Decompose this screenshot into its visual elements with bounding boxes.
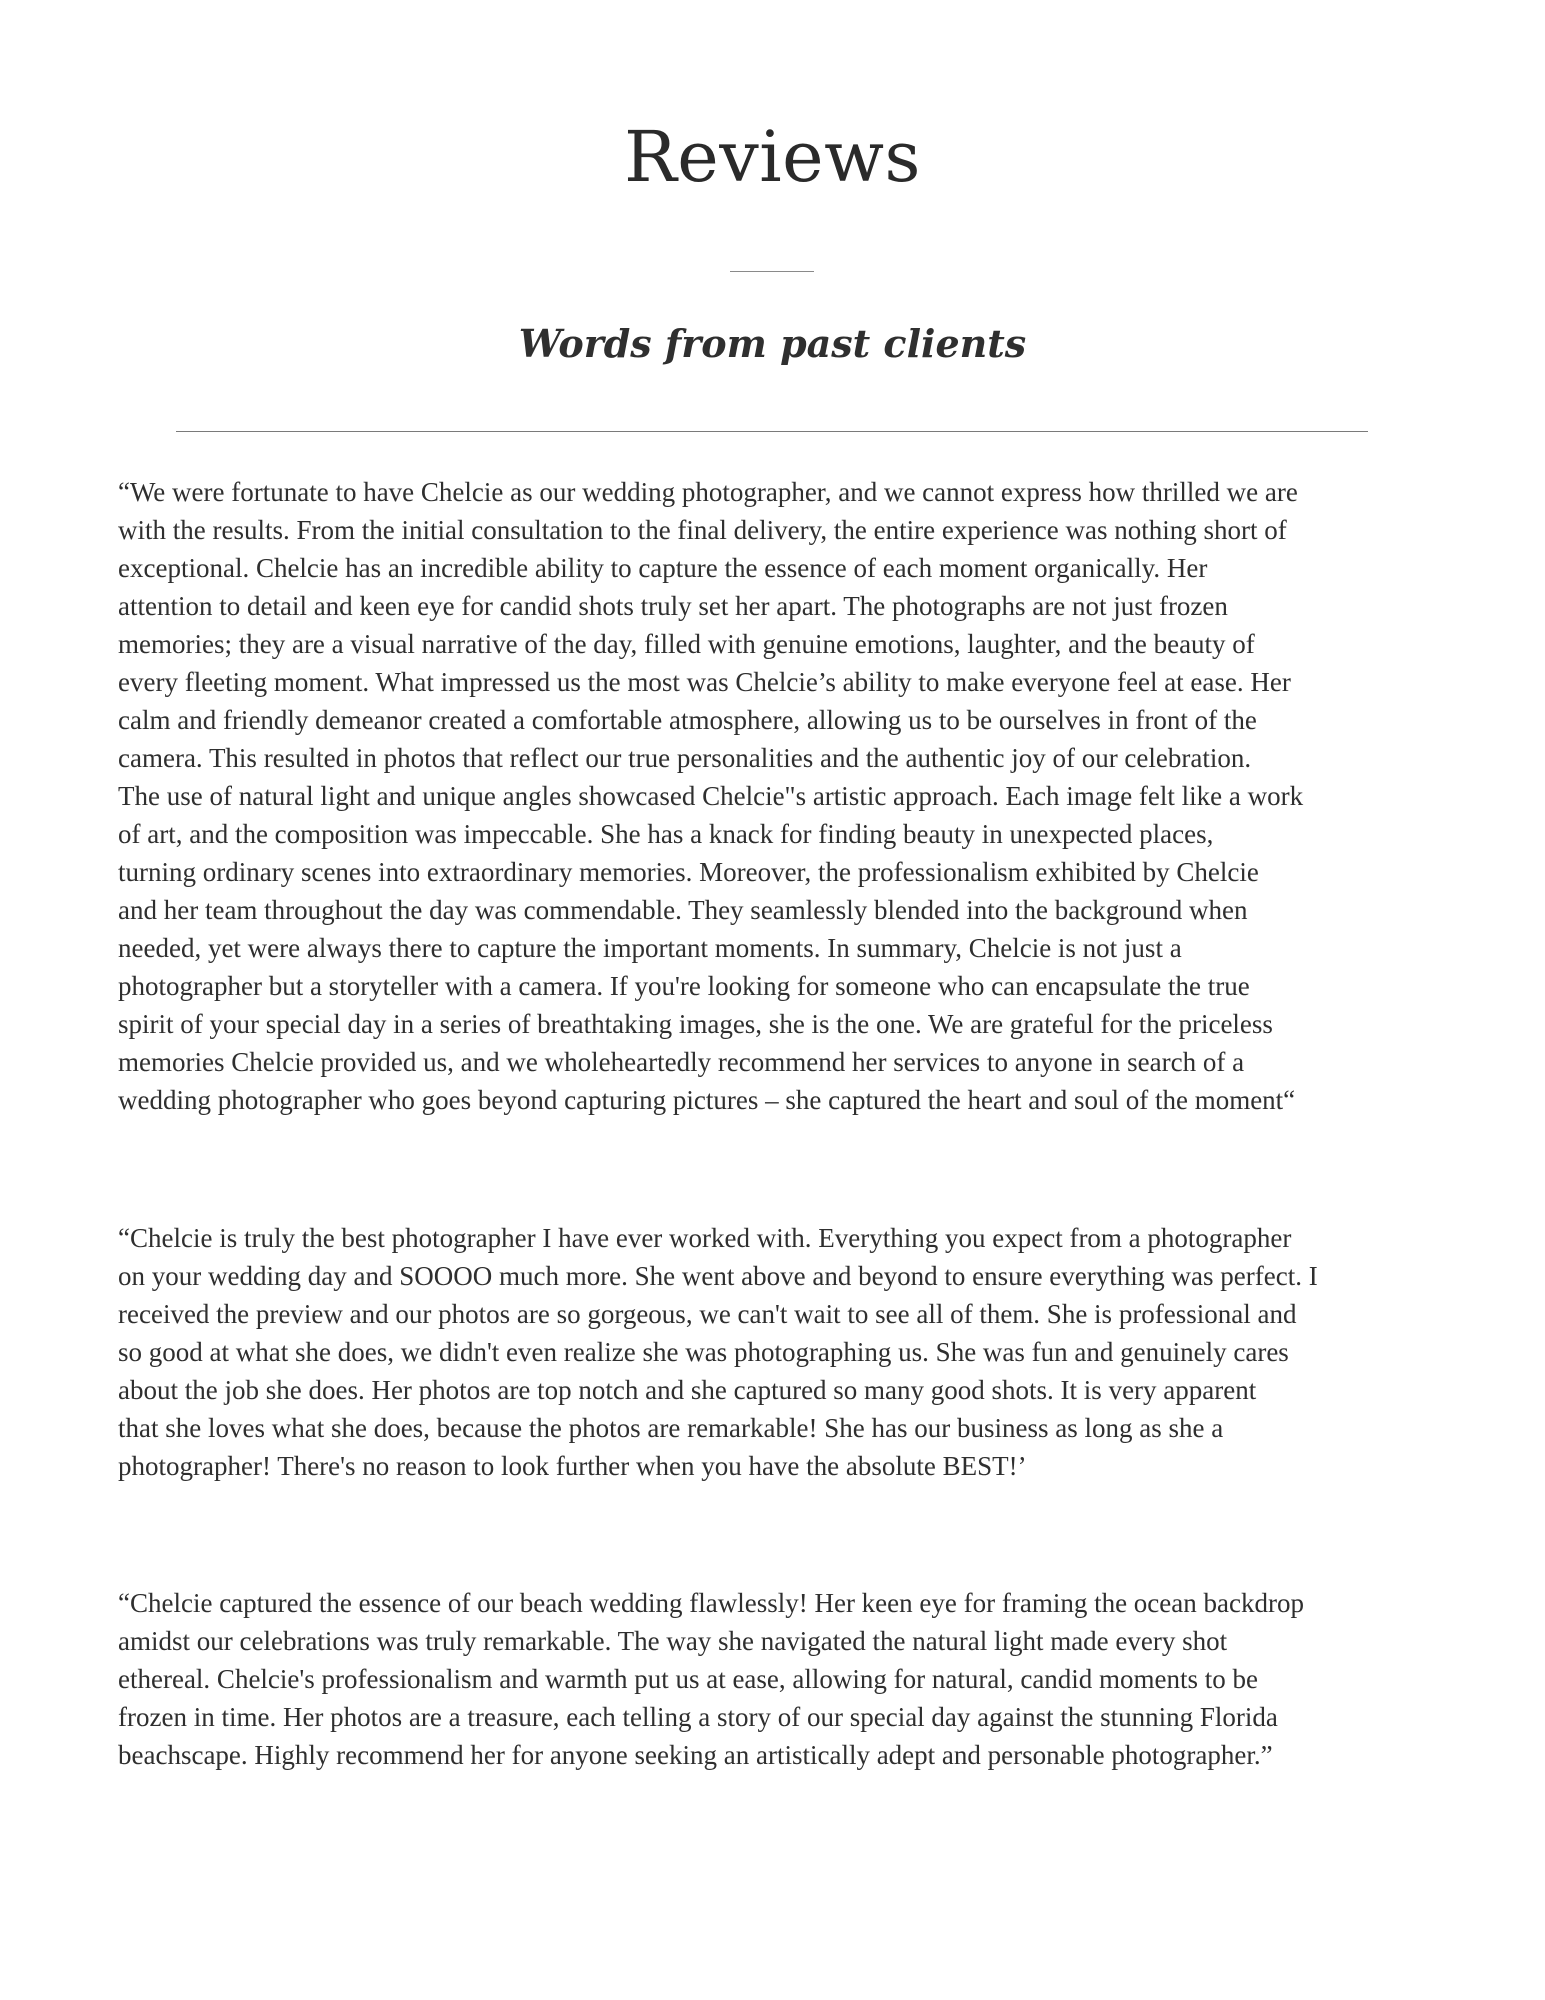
section-divider — [176, 431, 1368, 432]
page-subtitle: Words from past clients — [518, 321, 1027, 366]
title-divider — [730, 271, 814, 272]
review-text: “We were fortunate to have Chelcie as our wedding photographer, and we cannot express how thrilled we are with the results. From the initial consultation to the final delivery, the entire experience was nothing short of exceptional. Chelcie has an incredible ability to capture the essence of each moment organically. Her attention to detail and keen eye for candid shots truly set her apart. The photographs are not just frozen memories; they are a visual narrative of the day, filled with genuine emotions, laughter, and the beauty of every fleeting moment. What impressed us the most was Chelcie’s ability to make everyone feel at ease. Her calm and friendly demeanor created a comfortable atmosphere, allowing us to be ourselves in front of the camera. This resulted in photos that reflect our true personalities and the authentic joy of our celebration. The use of natural light and unique angles showcased Chelcie"s artistic approach. Each image felt like a work of art, and the composition was impeccable. She has a knack for finding beauty in unexpected places, turning ordinary scenes into extraordinary memories. Moreover, the professionalism exhibited by Chelcie and her team throughout the day was commendable. They seamlessly blended into the background when needed, yet were always there to capture the important moments. In summary, Chelcie is not just a photographer but a storyteller with a camera. If you're looking for someone who can encapsulate the true spirit of your special day in a series of breathtaking images, she is the one. We are grateful for the priceless memories Chelcie provided us, and we wholeheartedly recommend her services to anyone in search of a wedding photographer who goes beyond capturing pictures – she captured the heart and soul of the moment“ — [118, 477, 1304, 1115]
page-title: Reviews — [624, 116, 921, 198]
review-text: “Chelcie is truly the best photographer I have ever worked with. Everything you expect from a photographer on your wedding day and SOOOO much more. She went above and beyond to ensure everything was perfect. I received the preview and our photos are so gorgeous, we can't wait to see all of them. She is professional and so good at what she does, we didn't even realize she was photographing us. She was fun and genuinely cares about the job she does. Her photos are top notch and she captured so many good shots. It is very apparent that she loves what she does, because the photos are remarkable! She has our business as long as she a photographer! There's no reason to look further when you have the absolute BEST!’ — [118, 1223, 1318, 1481]
review-text: “Chelcie captured the essence of our beach wedding flawlessly! Her keen eye for framing the ocean backdrop amidst our celebrations was truly remarkable. The way she navigated the natural light made every shot ethereal. Chelcie's professionalism and warmth put us at ease, allowing for natural, candid moments to be frozen in time. Her photos are a treasure, each telling a story of our special day against the stunning Florida beachscape. Highly recommend her for anyone seeking an artistically adept and personable photographer.” — [118, 1588, 1304, 1770]
